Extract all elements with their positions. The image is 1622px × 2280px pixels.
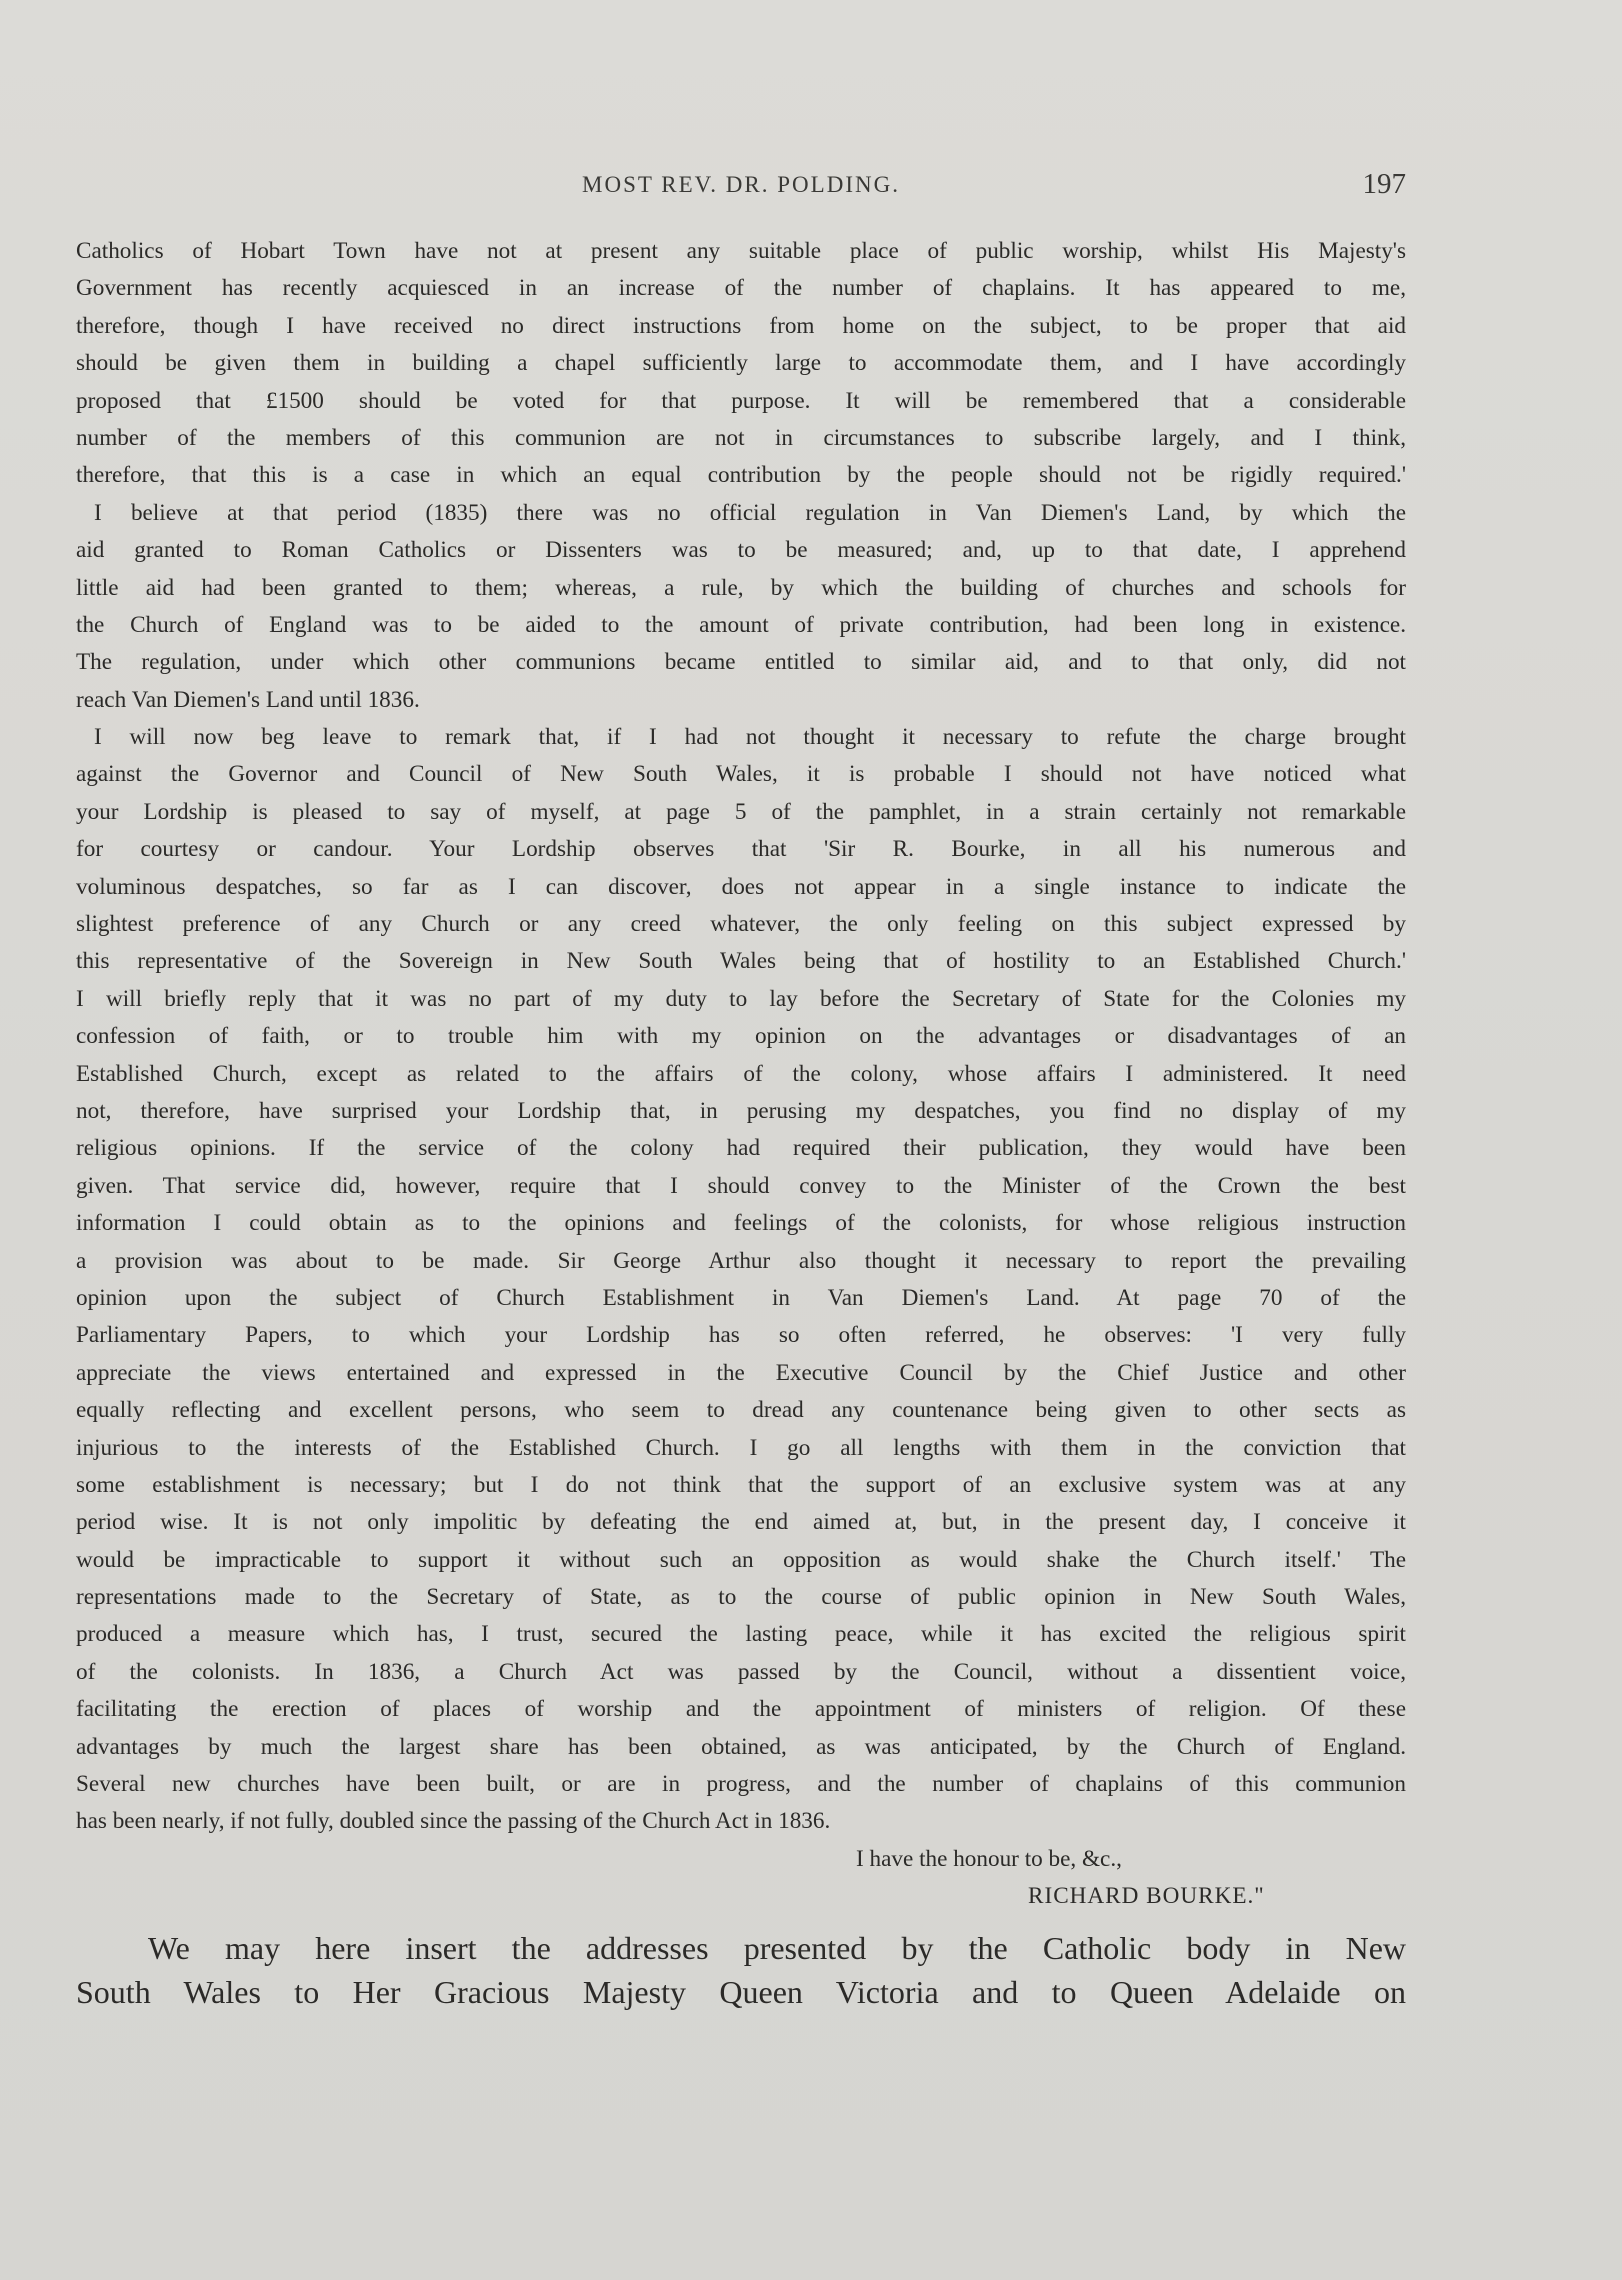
text-line: South Wales to Her Gracious Majesty Queen Victoria and to Queen Adelaide on xyxy=(76,1974,1406,2010)
text-line: your Lordship is pleased to say of myself, at page 5 of the pamphlet, in a strain certainly not remarkable xyxy=(76,798,1406,825)
text-line: Several new churches have been built, or are in progress, and the number of chaplains of this communion xyxy=(76,1771,1406,1798)
text-line: proposed that £1500 should be voted for that purpose. It will be remembered that a considerable xyxy=(76,387,1406,414)
text-line: period wise. It is not only impolitic by defeating the end aimed at, but, in the present day, I conceive it xyxy=(76,1509,1406,1536)
text-line: Parliamentary Papers, to which your Lordship has so often referred, he observes: 'I very fully xyxy=(76,1322,1406,1349)
text-line: reach Van Diemen's Land until 1836. xyxy=(76,686,420,713)
text-line: has been nearly, if not fully, doubled since the passing of the Church Act in 1836. xyxy=(76,1808,831,1835)
closing-salutation: I have the honour to be, &c., xyxy=(856,1845,1122,1872)
text-line: I believe at that period (1835) there was no official regulation in Van Diemen's Land, by which the xyxy=(94,499,1406,526)
text-line: injurious to the interests of the Established Church. I go all lengths with them in the conviction that xyxy=(76,1434,1406,1461)
text-line: Established Church, except as related to the affairs of the colony, whose affairs I administered. It need xyxy=(76,1060,1406,1087)
text-line: religious opinions. If the service of the colony had required their publication, they would have been xyxy=(76,1135,1406,1162)
text-line: advantages by much the largest share has been obtained, as was anticipated, by the Church of England. xyxy=(76,1733,1406,1760)
text-line: confession of faith, or to trouble him with my opinion on the advantages or disadvantages of an xyxy=(76,1023,1406,1050)
text-line: would be impracticable to support it without such an opposition as would shake the Church itself.' The xyxy=(76,1546,1406,1573)
text-line: therefore, though I have received no direct instructions from home on the subject, to be proper that aid xyxy=(76,312,1406,339)
text-line: some establishment is necessary; but I do not think that the support of an exclusive system was at any xyxy=(76,1471,1406,1498)
text-line: We may here insert the addresses presented by the Catholic body in New xyxy=(148,1930,1406,1966)
running-head: MOST REV. DR. POLDING. xyxy=(582,172,900,197)
text-line: this representative of the Sovereign in New South Wales being that of hostility to an Established Church.' xyxy=(76,948,1406,975)
text-line: the Church of England was to be aided to the amount of private contribution, had been long in existence. xyxy=(76,611,1406,638)
text-line: I will briefly reply that it was no part of my duty to lay before the Secretary of State for the Colonies my xyxy=(76,985,1406,1012)
page-header xyxy=(76,168,1406,208)
text-line: a provision was about to be made. Sir George Arthur also thought it necessary to report the prevailing xyxy=(76,1247,1406,1274)
letter-body xyxy=(76,233,1406,1916)
continuation-text xyxy=(76,1926,1406,2014)
text-line: not, therefore, have surprised your Lordship that, in perusing my despatches, you find no display of my xyxy=(76,1097,1406,1124)
text-line: produced a measure which has, I trust, secured the lasting peace, while it has excited the religious spirit xyxy=(76,1621,1406,1648)
text-line: therefore, that this is a case in which an equal contribution by the people should not be rigidly required.' xyxy=(76,462,1406,489)
text-line: little aid had been granted to them; whereas, a rule, by which the building of churches and schools for xyxy=(76,574,1406,601)
text-line: representations made to the Secretary of State, as to the course of public opinion in New South Wales, xyxy=(76,1584,1406,1611)
text-line: number of the members of this communion are not in circumstances to subscribe largely, and I think, xyxy=(76,424,1406,451)
text-line: against the Governor and Council of New South Wales, it is probable I should not have noticed what xyxy=(76,761,1406,788)
text-line: appreciate the views entertained and expressed in the Executive Council by the Chief Justice and other xyxy=(76,1359,1406,1386)
text-line: aid granted to Roman Catholics or Dissenters was to be measured; and, up to that date, I apprehend xyxy=(76,537,1406,564)
text-line: slightest preference of any Church or any creed whatever, the only feeling on this subject expressed by xyxy=(76,911,1406,938)
text-line: Catholics of Hobart Town have not at present any suitable place of public worship, whilst His Majesty's xyxy=(76,238,1406,264)
text-line: for courtesy or candour. Your Lordship observes that 'Sir R. Bourke, in all his numerous and xyxy=(76,836,1406,863)
signature: RICHARD BOURKE." xyxy=(1028,1883,1265,1910)
text-line: given. That service did, however, require that I should convey to the Minister of the Crown the best xyxy=(76,1172,1406,1199)
text-line: equally reflecting and excellent persons, who seem to dread any countenance being given to other sects as xyxy=(76,1397,1406,1424)
text-line: I will now beg leave to remark that, if I had not thought it necessary to refute the charge brought xyxy=(94,724,1406,751)
page-number: 197 xyxy=(1362,168,1406,200)
text-line: opinion upon the subject of Church Establishment in Van Diemen's Land. At page 70 of the xyxy=(76,1284,1406,1311)
text-line: voluminous despatches, so far as I can discover, does not appear in a single instance to indicate the xyxy=(76,873,1406,900)
text-line: facilitating the erection of places of worship and the appointment of ministers of religion. Of these xyxy=(76,1696,1406,1723)
text-line: Government has recently acquiesced in an increase of the number of chaplains. It has appeared to me, xyxy=(76,275,1406,302)
text-line: of the colonists. In 1836, a Church Act was passed by the Council, without a dissentient voice, xyxy=(76,1658,1406,1685)
text-line: information I could obtain as to the opinions and feelings of the colonists, for whose religious instruction xyxy=(76,1210,1406,1237)
text-line: The regulation, under which other communions became entitled to similar aid, and to that only, did not xyxy=(76,649,1406,676)
text-line: should be given them in building a chapel sufficiently large to accommodate them, and I have accordingly xyxy=(76,350,1406,377)
